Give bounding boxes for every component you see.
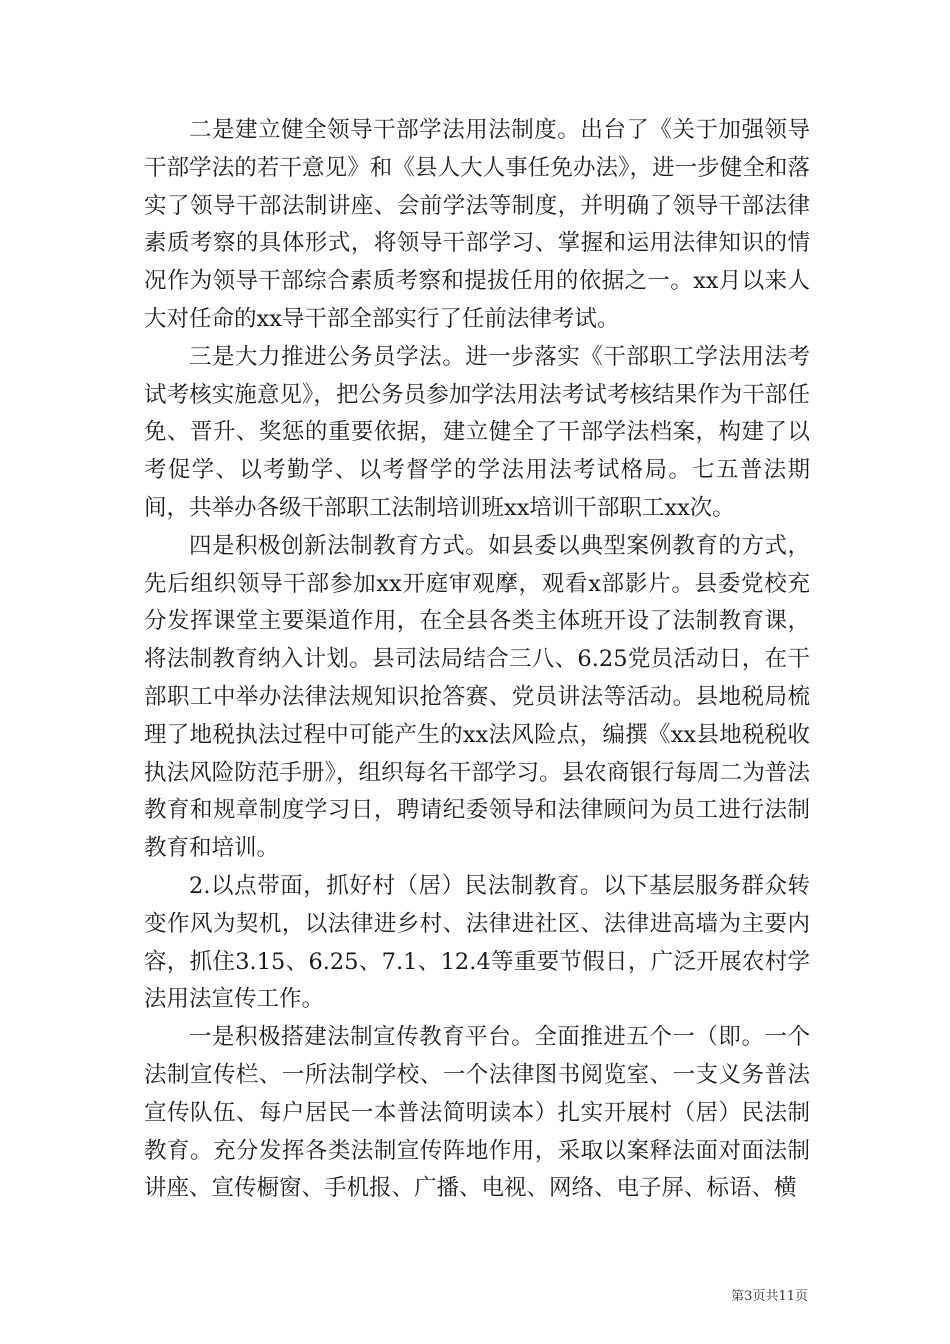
paragraph-innovative-education: 四是积极创新法制教育方式。如县委以典型案例教育的方式，先后组织领导干部参加xx开庭审观摩，观看x部影片。县委党校充分发挥课堂主要渠道作用，在全县各类主体班开设了法制教育课，将法制教育纳入计划。县司法局结合三八、6.25党员活动日，在干部职工中举办法律法规知识抢答赛、党员讲法等活动。县地税局梳理了地税执法过程中可能产生的xx法风险点，编撰《xx县地税税收执法风险防范手册》，组织每名干部学习。县农商银行每周二为普法教育和规章制度学习日，聘请纪委领导和法律顾问为员工进行法制教育和培训。 [144, 532, 810, 862]
paragraph-leader-law-system: 二是建立健全领导干部学法用法制度。出台了《关于加强领导干部学法的若干意见》和《县人大人事任免办法》，进一步健全和落实了领导干部法制讲座、会前学法等制度，并明确了领导干部法律素质考察的具体形式，将领导干部学习、掌握和运用法律知识的情况作为领导干部综合素质考察和提拔任用的依据之一。xx月以来人大对任命的xx导干部全部实行了任前法律考试。 [144, 117, 810, 332]
document-body [144, 112, 810, 1208]
paragraph-publicity-platform: 一是积极搭建法制宣传教育平台。全面推进五个一（即。一个法制宣传栏、一所法制学校、一个法律图书阅览室、一支义务普法宣传队伍、每户居民一本普法简明读本）扎实开展村（居）民法制教育。充分发挥各类法制宣传阵地作用，采取以案释法面对面法制讲座、宣传橱窗、手机报、广播、电视、网络、电子屏、标语、横 [144, 1024, 810, 1202]
paragraph-village-education: 2.以点带面，抓好村（居）民法制教育。以下基层服务群众转变作风为契机，以法律进乡村、法律进社区、法律进高墙为主要内容，抓住3.15、6.25、7.1、12.4等重要节假日，广泛开展农村学法用法宣传工作。 [144, 872, 810, 1013]
page-number-footer: 第3页共11页 [731, 1289, 808, 1304]
paragraph-civil-servant-study: 三是大力推进公务员学法。进一步落实《干部职工学法用法考试考核实施意见》，把公务员参加学法用法考试考核结果作为干部任免、晋升、奖惩的重要依据，建立健全了干部学法档案，构建了以考促学、以考勤学、以考督学的学法用法考试格局。七五普法期间，共举办各级干部职工法制培训班xx培训干部职工xx次。 [144, 343, 810, 521]
